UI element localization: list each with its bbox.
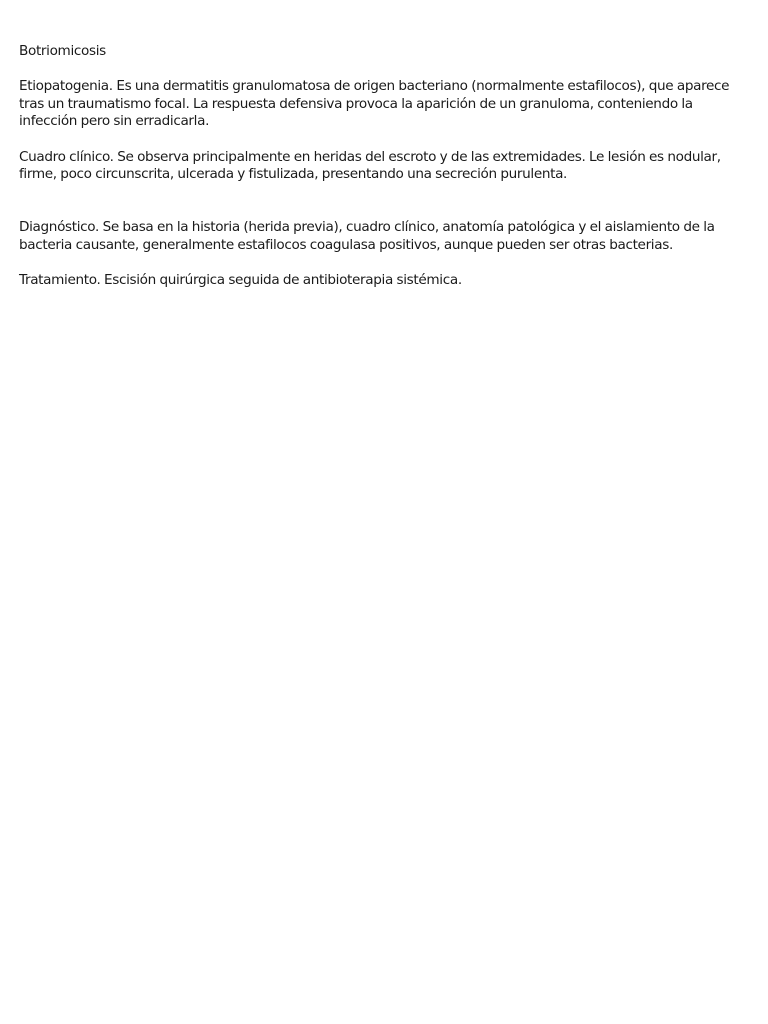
paragraph-tratamiento: Tratamiento. Escisión quirúrgica seguida de antibioterapia sistémica. [19,271,462,288]
paragraph-cuadro-clinico: Cuadro clínico. Se observa principalmente en heridas del escroto y de las extremidades. Le lesión es nodular, firme, poco circunscrita, ulcerada y fistulizada, presentando una secreción purulenta. [19,148,721,183]
paragraph-etiopatogenia: Etiopatogenia. Es una dermatitis granulomatosa de origen bacteriano (normalmente estafilocos), que aparece tras un traumatismo focal. La respuesta defensiva provoca la aparición de un granuloma, conteniendo la infección pero sin erradicarla. [19,78,730,130]
paragraph-diagnostico: Diagnóstico. Se basa en la historia (herida previa), cuadro clínico, anatomía patológica y el aislamiento de la bacteria causante, generalmente estafilocos coagulasa positivos, aunque pueden ser otras bacterias. [19,218,715,253]
document-page [19,43,754,307]
document-title: Botriomicosis [19,43,106,59]
